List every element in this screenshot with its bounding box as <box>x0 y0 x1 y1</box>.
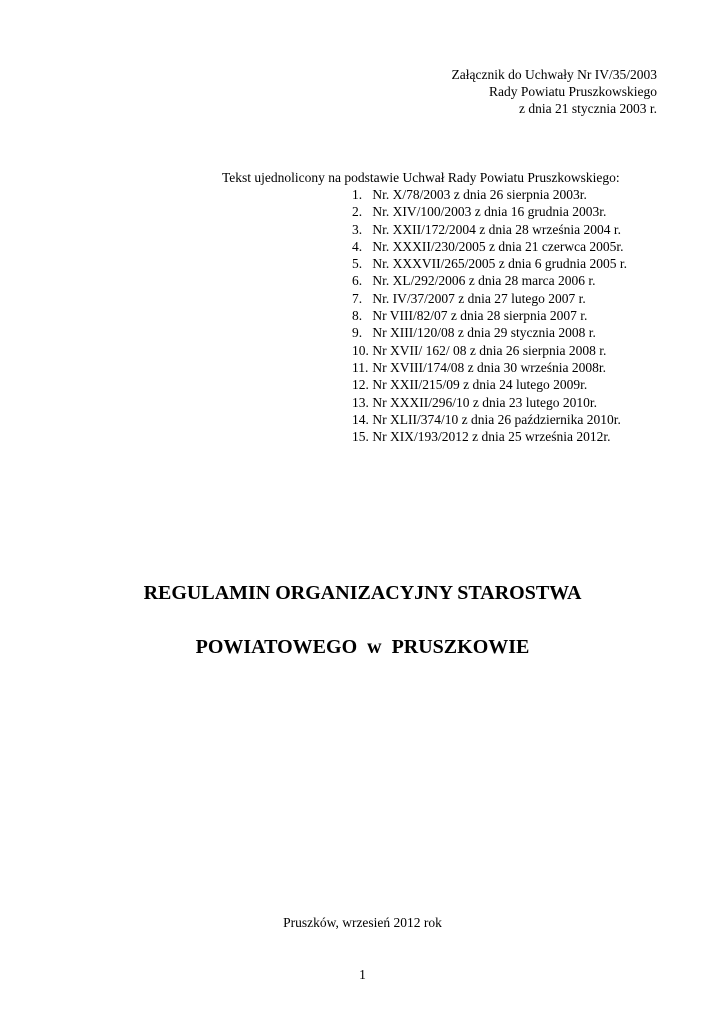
amendment-item: 11. Nr XVIII/174/08 z dnia 30 września 2008r. <box>352 359 606 375</box>
amendments-list <box>352 186 627 445</box>
amendment-item: 10. Nr XVII/ 162/ 08 z dnia 26 sierpnia 2008 r. <box>352 342 607 358</box>
attachment-line-2: Rady Powiatu Pruszkowskiego <box>489 84 657 99</box>
attachment-line-1: Załącznik do Uchwały Nr IV/35/2003 <box>451 67 657 82</box>
amendment-item: 13. Nr XXXII/296/10 z dnia 23 lutego 2010r. <box>352 394 597 410</box>
place-and-date: Pruszków, wrzesień 2012 rok <box>283 915 442 930</box>
amendment-item: 5. Nr. XXXVII/265/2005 z dnia 6 grudnia 2005 r. <box>352 256 627 272</box>
attachment-note <box>452 66 657 117</box>
attachment-line-3: z dnia 21 stycznia 2003 r. <box>519 101 657 116</box>
amendment-item: 4. Nr. XXXII/230/2005 z dnia 21 czerwca 2005r. <box>352 238 624 254</box>
amendment-item: 2. Nr. XIV/100/2003 z dnia 16 grudnia 2003r. <box>352 204 607 220</box>
amendment-item: 3. Nr. XXII/172/2004 z dnia 28 września 2004 r. <box>352 221 621 237</box>
document-title-line-1: REGULAMIN ORGANIZACYJNY STAROSTWA <box>143 582 582 604</box>
amendment-item: 9. Nr XIII/120/08 z dnia 29 stycznia 2008 r. <box>352 325 596 341</box>
amendment-item: 8. Nr VIII/82/07 z dnia 28 sierpnia 2007 r. <box>352 308 588 324</box>
amendment-item: 12. Nr XXII/215/09 z dnia 24 lutego 2009r. <box>352 377 588 393</box>
amendment-item: 1. Nr. X/78/2003 z dnia 26 sierpnia 2003r. <box>352 187 587 202</box>
amendment-item: 15. Nr XIX/193/2012 z dnia 25 września 2012r. <box>352 429 611 445</box>
page-number: 1 <box>359 967 366 982</box>
amendment-item: 14. Nr XLII/374/10 z dnia 26 października 2010r. <box>352 411 621 427</box>
amendment-item: 7. Nr. IV/37/2007 z dnia 27 lutego 2007 r. <box>352 290 586 306</box>
consolidated-text-intro: Tekst ujednolicony na podstawie Uchwał Rady Powiatu Pruszkowskiego: <box>222 170 620 185</box>
amendment-item: 6. Nr. XL/292/2006 z dnia 28 marca 2006 r. <box>352 273 596 289</box>
document-title-line-2: POWIATOWEGO w PRUSZKOWIE <box>195 636 530 658</box>
